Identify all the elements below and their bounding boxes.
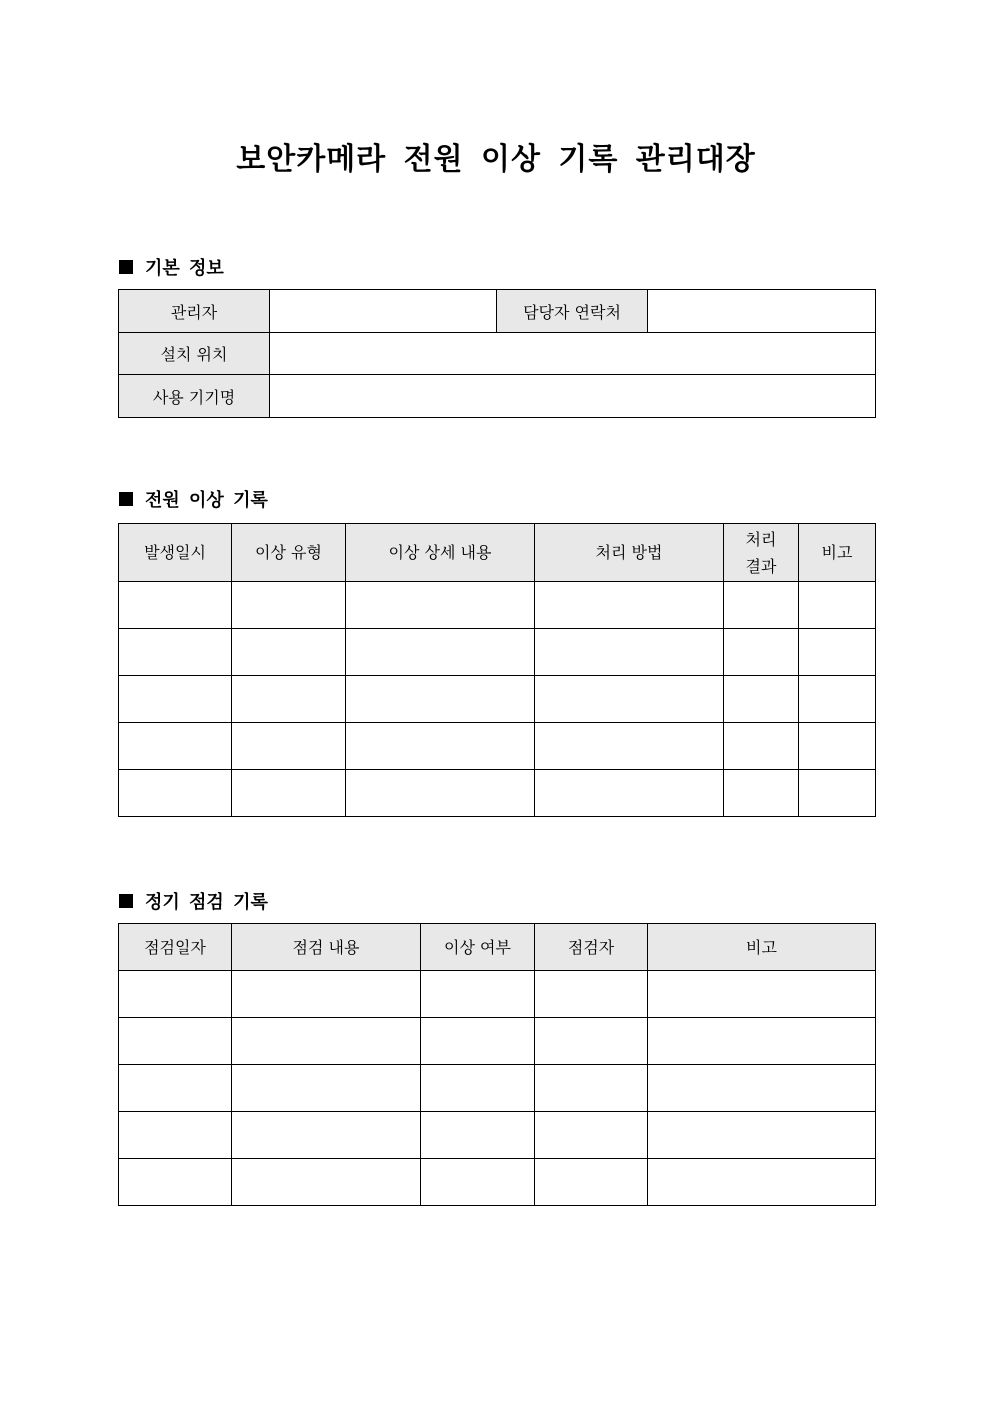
- table-cell[interactable]: [648, 1159, 876, 1206]
- device-label: 사용 기기명: [119, 375, 270, 418]
- square-bullet-icon: [119, 492, 133, 506]
- power-log-heading-text: 전원 이상 기록: [145, 490, 268, 511]
- table-row: [119, 723, 876, 770]
- table-cell[interactable]: [648, 1112, 876, 1159]
- column-header: 이상 유형: [232, 524, 346, 582]
- table-cell[interactable]: [421, 1112, 535, 1159]
- table-cell[interactable]: [724, 676, 799, 723]
- table-cell[interactable]: [346, 582, 535, 629]
- square-bullet-icon: [119, 260, 133, 274]
- table-cell[interactable]: [119, 582, 232, 629]
- column-header: 비고: [648, 924, 876, 971]
- table-cell[interactable]: [648, 1065, 876, 1112]
- table-cell[interactable]: [232, 770, 346, 817]
- table-cell[interactable]: [346, 629, 535, 676]
- table-cell[interactable]: [421, 1159, 535, 1206]
- table-cell[interactable]: [119, 1112, 232, 1159]
- table-cell[interactable]: [421, 1018, 535, 1065]
- table-row: [119, 1112, 876, 1159]
- inspection-log-heading: [119, 888, 268, 914]
- table-cell[interactable]: [535, 770, 724, 817]
- table-cell[interactable]: [119, 1018, 232, 1065]
- table-cell[interactable]: [232, 1159, 421, 1206]
- table-row: [119, 770, 876, 817]
- table-row: [119, 676, 876, 723]
- power-log-heading: [119, 486, 268, 512]
- column-header: [724, 524, 799, 582]
- table-cell[interactable]: [119, 723, 232, 770]
- table-cell[interactable]: [724, 770, 799, 817]
- table-cell[interactable]: [232, 582, 346, 629]
- table-cell[interactable]: [119, 676, 232, 723]
- column-header: 점검자: [535, 924, 648, 971]
- table-cell[interactable]: [535, 629, 724, 676]
- table-cell[interactable]: [346, 723, 535, 770]
- table-row: [119, 971, 876, 1018]
- column-header-text: 처리 결과: [745, 529, 777, 576]
- table-cell[interactable]: [346, 676, 535, 723]
- table-row: [119, 629, 876, 676]
- table-row: [119, 582, 876, 629]
- table-cell[interactable]: [421, 971, 535, 1018]
- table-cell[interactable]: [346, 770, 535, 817]
- table-cell[interactable]: [232, 723, 346, 770]
- table-cell[interactable]: [535, 971, 648, 1018]
- inspection-log-heading-text: 정기 점검 기록: [145, 892, 268, 913]
- table-cell[interactable]: [232, 629, 346, 676]
- table-cell[interactable]: [535, 676, 724, 723]
- table-cell[interactable]: [232, 676, 346, 723]
- table-cell[interactable]: [232, 971, 421, 1018]
- manager-field[interactable]: [270, 290, 497, 333]
- table-cell[interactable]: [119, 1065, 232, 1112]
- table-cell[interactable]: [799, 723, 876, 770]
- table-cell[interactable]: [724, 723, 799, 770]
- manager-label: 관리자: [119, 290, 270, 333]
- table-cell[interactable]: [232, 1018, 421, 1065]
- table-cell[interactable]: [799, 676, 876, 723]
- column-header: 발생일시: [119, 524, 232, 582]
- table-cell[interactable]: [535, 723, 724, 770]
- table-cell[interactable]: [421, 1065, 535, 1112]
- page-title: 보안카메라 전원 이상 기록 관리대장: [236, 142, 756, 177]
- column-header: 이상 여부: [421, 924, 535, 971]
- table-cell[interactable]: [648, 971, 876, 1018]
- basic-info-heading: [119, 254, 224, 280]
- basic-info-heading-text: 기본 정보: [145, 258, 224, 279]
- device-field[interactable]: [270, 375, 876, 418]
- table-row: [119, 1018, 876, 1065]
- power-log-table: [118, 523, 876, 817]
- table-row: [119, 1159, 876, 1206]
- table-cell[interactable]: [799, 582, 876, 629]
- column-header: 점검일자: [119, 924, 232, 971]
- table-cell[interactable]: [648, 1018, 876, 1065]
- table-cell[interactable]: [535, 1159, 648, 1206]
- column-header: 점검 내용: [232, 924, 421, 971]
- table-cell[interactable]: [535, 1112, 648, 1159]
- inspection-log-table: [118, 923, 876, 1206]
- basic-info-table: [118, 289, 876, 418]
- table-cell[interactable]: [799, 770, 876, 817]
- column-header: 비고: [799, 524, 876, 582]
- table-cell[interactable]: [119, 1159, 232, 1206]
- table-cell[interactable]: [724, 629, 799, 676]
- table-row: [119, 1065, 876, 1112]
- table-cell[interactable]: [535, 1065, 648, 1112]
- contact-label: 담당자 연락처: [497, 290, 648, 333]
- table-cell[interactable]: [724, 582, 799, 629]
- table-cell[interactable]: [535, 582, 724, 629]
- location-label: 설치 위치: [119, 333, 270, 375]
- location-field[interactable]: [270, 333, 876, 375]
- table-cell[interactable]: [119, 971, 232, 1018]
- table-cell[interactable]: [232, 1112, 421, 1159]
- table-cell[interactable]: [535, 1018, 648, 1065]
- square-bullet-icon: [119, 894, 133, 908]
- table-cell[interactable]: [799, 629, 876, 676]
- table-cell[interactable]: [119, 629, 232, 676]
- table-cell[interactable]: [232, 1065, 421, 1112]
- table-cell[interactable]: [119, 770, 232, 817]
- contact-field[interactable]: [648, 290, 876, 333]
- column-header: 이상 상세 내용: [346, 524, 535, 582]
- column-header: 처리 방법: [535, 524, 724, 582]
